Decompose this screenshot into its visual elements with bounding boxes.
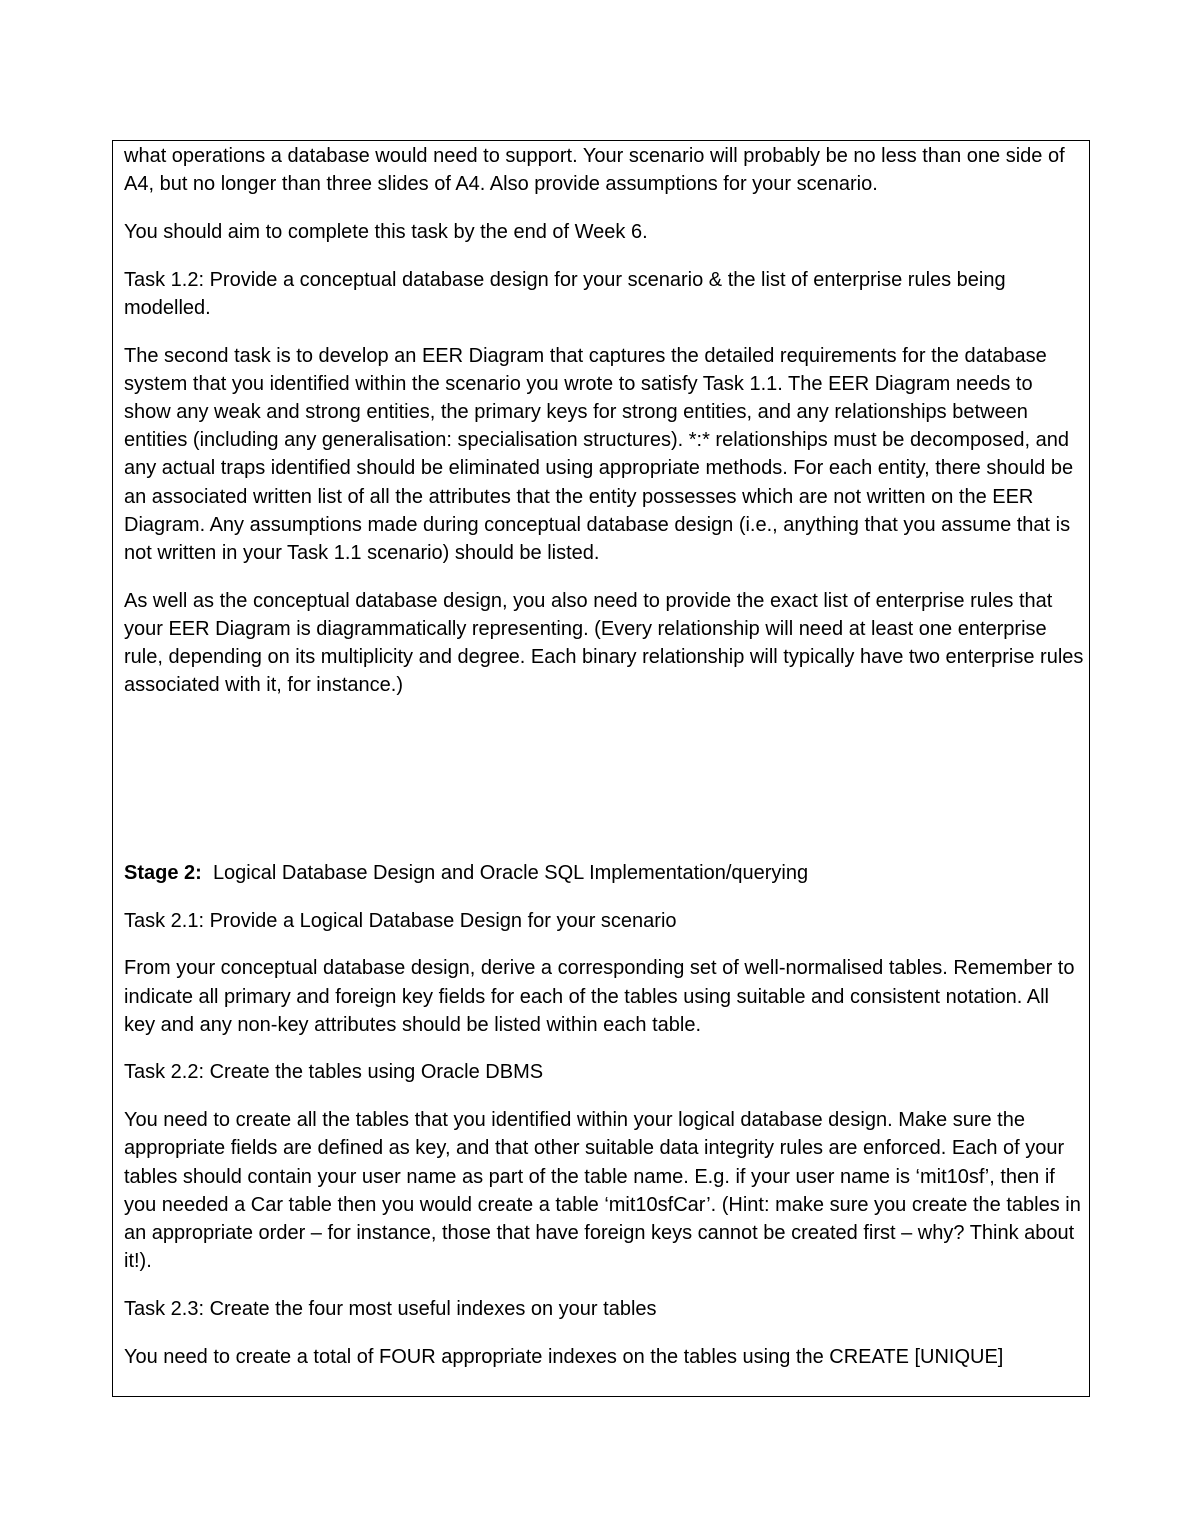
stage-2-label: Stage 2: bbox=[124, 861, 202, 884]
task-1-2-enterprise-rules: As well as the conceptual database design, you also need to provide the exact list of enterprise rules that your EER Diagram is diagrammatically representing. (Every relationship will need at least one enterprise rule, depending on its multiplicity and degree. Each binary relationship will typically have two enterprise rules associated with it, for instance.) bbox=[124, 589, 1084, 697]
document-content bbox=[124, 142, 1084, 1390]
task-1-1-deadline: You should aim to complete this task by the end of Week 6. bbox=[124, 220, 648, 243]
task-2-2-heading: Task 2.2: Create the tables using Oracle DBMS bbox=[124, 1061, 544, 1084]
task-1-2-description: The second task is to develop an EER Diagram that captures the detailed requirements for the database system that you identified within the scenario you wrote to satisfy Task 1.1. The EER Diagram needs to show any weak and strong entities, the primary keys for strong entities, and any relationships between entities (including any generalisation: specialisation structures). *:* relationships must be decomposed, and any actual traps identified should be eliminated using appropriate methods. For each entity, there should be an associated written list of all the attributes that the entity possesses which are not written on the EER Diagram. Any assumptions made during conceptual database design (i.e., anything that you assume that is not written in your Task 1.1 scenario) should be listed. bbox=[124, 344, 1074, 564]
document-frame bbox=[112, 140, 1090, 1397]
blank-space bbox=[124, 719, 1084, 859]
task-2-2-description: You need to create all the tables that you identified within your logical database design. Make sure the appropriate fields are defined as key, and that other suitable data integrity rules are enforced. Each of your tables should contain your user name as part of the table name. E.g. if your user name is ‘mit10sf’, then if you needed a Car table then you would create a table ‘mit10sfCar’. (Hint: make sure you create the tables in an appropriate order – for instance, those that have foreign keys cannot be created first – why? Think about it!). bbox=[124, 1109, 1081, 1273]
task-1-1-continuation: what operations a database would need to support. Your scenario will probably be no less than one side of A4, but no longer than three slides of A4. Also provide assumptions for your scenario. bbox=[124, 145, 1065, 196]
task-2-3-description: You need to create a total of FOUR appropriate indexes on the tables using the CREATE [UNIQUE] bbox=[124, 1345, 1004, 1368]
task-1-2-heading: Task 1.2: Provide a conceptual database design for your scenario & the list of enterprise rules being modelled. bbox=[124, 268, 1006, 319]
task-2-1-description: From your conceptual database design, derive a corresponding set of well-normalised tables. Remember to indicate all primary and foreign key fields for each of the tables using suitable and consistent notation. All key and any non-key attributes should be listed within each table. bbox=[124, 957, 1075, 1036]
stage-2-title: Logical Database Design and Oracle SQL Implementation/querying bbox=[212, 861, 809, 884]
task-2-3-heading: Task 2.3: Create the four most useful indexes on your tables bbox=[124, 1297, 657, 1320]
task-2-1-heading: Task 2.1: Provide a Logical Database Design for your scenario bbox=[124, 909, 677, 932]
stage-2-heading bbox=[124, 859, 1084, 887]
